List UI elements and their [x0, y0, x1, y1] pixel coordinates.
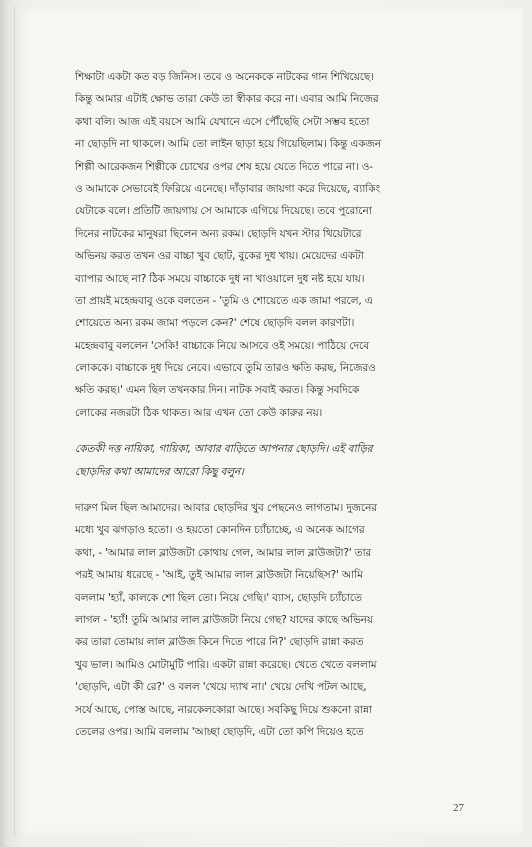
paragraph-1 [75, 66, 475, 424]
question-line: ছোড়দির কথা আমাদের আরো কিছু বলুন। [75, 465, 244, 478]
paragraph-2 [75, 497, 475, 743]
text-line: শিল্পী আরেকজন শিল্পীকে চোখের ওপর শেষ হয়ে যেতে দিতে পারে না। ও- [75, 160, 373, 173]
text-line: খুব ভাল। আমিও মোটামুটি পারি। একটা রান্না করেছে। খেতে খেতে বললাম [75, 658, 377, 671]
text-line: লোকের নজরটা ঠিক থাকত। আর এখন তো কেউ কারুর নয়। [75, 406, 323, 419]
text-line: ব্যাপার আছে না? ঠিক সময়ে বাচ্চাকে দুধ না খাওয়ালে দুধ নষ্ট হয়ে যায়। [75, 272, 365, 285]
text-line: দিনের নাটকের মানুষরা ছিলেন অন্য রকম। ছোড়দি যখন স্টার থিয়েটারে [75, 227, 362, 240]
text-line: ক্ষতি করছ।' এমন ছিল তখনকার দিন। নাটক সবাই করত। কিন্তু সবদিকে [75, 384, 360, 397]
text-line: 'ছোড়দি, এটা কী রে?' ও বলল 'খেয়ে দ্যাখ না।' খেয়ে দেখি পটল আছে, [75, 681, 367, 694]
text-line: মধ্যে খুব ঝগড়াও হতো। ও হয়তো কোনদিন চ্যাঁচাচ্ছে, এ অনেক আগের [75, 524, 365, 537]
text-line: বললাম 'হ্যাঁ, কালকে শো ছিল তো। নিয়ে গেছি।' ব্যাস, ছোড়দি চ্যাঁচাতে [75, 591, 362, 604]
text-line: কর তারা তোমায় লাল ব্লাউজ কিনে দিতে পারে নি?' ছোড়দি রান্না করত [75, 636, 364, 649]
text-line: দারুণ মিল ছিল আমাদের। আবার ছোড়দির খুব পেছনেও লাগতাম। দুজনের [75, 502, 377, 515]
text-line: মহেন্দ্রবাবু বললেন 'সেকি! বাচ্চাকে নিয়ে আসবে ওই সময়ে। পাঠিয়ে দেবে [75, 339, 369, 352]
text-line: লাগল - 'হ্যাঁ! তুমি আমার লাল ব্লাউজটা নিয়ে গেছ? যাদের কাছে অভিনয় [75, 613, 373, 626]
text-line: কথা, - 'আমার লাল ব্লাউজটা কোথায় গেল, আমার লাল ব্লাউজটা?' তার [75, 546, 372, 559]
text-line: অভিনয় করত তখন ওর বাচ্চা খুব ছোট, বুকের দুধ খায়। মেয়েদের একটা [75, 250, 364, 263]
text-line: না ছোড়দি না থাকলে। আমি তো লাইন ছাড়া হয়ে গিয়েছিলাম। কিন্তু একজন [75, 138, 381, 151]
text-line: শিক্ষাটা একটা কত বড় জিনিস। তবে ও অনেককে নাটকের গান শিখিয়েছে। [75, 71, 374, 83]
text-line: কিন্তু আমার এটাই ক্ষোভ তারা কেউ তা স্বীকার করে না। এবার আমি নিজের [75, 93, 379, 106]
page-body [75, 66, 475, 743]
text-line: তেলের ওপর। আমি বললাম 'আচ্ছা ছোড়দি, এটা তো কপি দিয়েও হতে [75, 725, 364, 738]
text-line: পরই আমায় ধরেছে - 'আই, তুই আমার লাল ব্লাউজটা নিয়েছিস?' আমি [75, 569, 363, 582]
text-line: ও আমাকে সেভাবেই ফিরিয়ে এনেছে। দাঁড়াবার জায়গা করে দিয়েছে, ব্যাকিং [75, 182, 380, 195]
question-line: কেতকী দত্ত নায়িকা, গায়িকা, আবার বাড়িতে আপনার ছোড়দি। এই বাড়ির [75, 443, 373, 456]
paragraph-gap [75, 424, 475, 438]
book-page [14, 6, 523, 836]
paragraph-gap [75, 483, 475, 497]
text-line: সর্ষে আছে, পোস্ত আছে, নারকেলকোরা আছে। সবকিছু দিয়ে শুকনো রান্না [75, 703, 372, 716]
page-number: 27 [453, 802, 464, 814]
text-line: যেটাকে বলে। প্রতিটি জায়গায় সে আমাকে এগিয়ে দিয়েছে। তবে পুরোনো [75, 205, 372, 218]
text-line: শোয়েতে অন্য রকম জামা পড়লে কেন?' শেষে ছোড়দি বলল কারণটা। [75, 317, 355, 330]
text-line: লোককে। বাচ্চাকে দুধ দিয়ে নেবে। এভাবে তুমি তারও ক্ষতি করছ, নিজেরও [75, 362, 376, 375]
text-line: কথা বলি। আজ এই বয়সে আমি যেখানে এসে পৌঁছেছি সেটা সম্ভব হতো [75, 115, 370, 128]
interview-question [75, 438, 475, 483]
text-line: তা প্রায়ই মহেন্দ্রবাবু ওকে বলতেন - 'তুমি ও শোয়েতে এক জামা পরলে, এ [75, 294, 373, 307]
